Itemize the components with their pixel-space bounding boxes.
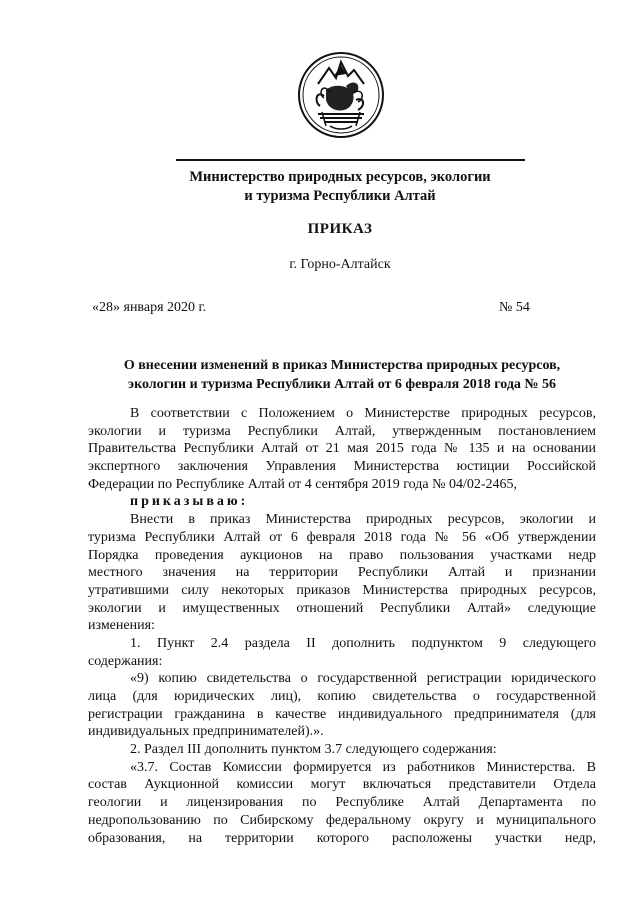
document-type: ПРИКАЗ [307, 221, 373, 237]
document-title [88, 356, 596, 394]
city: г. Горно-Алтайск [289, 257, 391, 272]
header-rule [176, 159, 525, 161]
body-line: экологии и туризма Республики Алтай, утвержденным постановлением [88, 423, 596, 439]
body-line: Порядка проведения аукционов на право пользования участками недр [88, 547, 596, 563]
document-number: № 54 [499, 300, 530, 315]
body-line: изменения: [88, 618, 155, 634]
body-line: Внести в приказ Министерства природных ресурсов, экологии и [130, 512, 596, 528]
body-line: состав Аукционной комиссии могут включаться представители Отдела [88, 777, 596, 793]
body-line: содержания: [88, 653, 163, 669]
body-line: утратившими силу некоторых приказов Министерства природных ресурсов, [88, 582, 596, 598]
body-line: недропользованию по Сибирскому федеральному округу и муниципального [88, 812, 596, 828]
body-line: 2. Раздел III дополнить пунктом 3.7 следующего содержания: [130, 742, 497, 758]
document-date: «28» января 2020 г. [92, 300, 207, 315]
order-keyword: приказываю: [130, 494, 249, 510]
title-line-2: экологии и туризма Республики Алтай от 6 февраля 2018 года № 56 [128, 377, 556, 392]
body-line: образования, на территории которого расположены участки недр, [88, 830, 596, 846]
ministry-name-line-2: и туризма Республики Алтай [244, 188, 436, 204]
body-line: Правительства Республики Алтай от 21 мая 2015 года № 135 и на основании [88, 441, 596, 457]
body-line: «3.7. Состав Комиссии формируется из работников Министерства. В [130, 759, 596, 775]
ministry-name [120, 168, 560, 206]
title-line-1: О внесении изменений в приказ Министерства природных ресурсов, [123, 358, 561, 373]
body-line: 1. Пункт 2.4 раздела II дополнить подпунктом 9 следующего [130, 635, 596, 651]
body-line: лица (для юридических лиц), копию свидетельства о государственной [88, 689, 596, 704]
body-line: В соответствии с Положением о Министерстве природных ресурсов, [130, 406, 596, 421]
ministry-name-line-1: Министерство природных ресурсов, экологии [189, 169, 491, 185]
body-line: экологии и имущественных отношений Республики Алтай» следующие [88, 600, 596, 616]
body-line: местного значения на территории Республики Алтай и признании [88, 565, 596, 581]
body-line: «9) копию свидетельства о государственной регистрации юридического [130, 671, 596, 687]
document-body [88, 405, 596, 847]
body-line: экспертного заключения Управления Министерства юстиции Российской [88, 459, 596, 475]
body-line: Федерации по Республике Алтай от 4 сентября 2019 года № 04/02-2465, [88, 476, 518, 492]
body-line: регистрации гражданина в качестве индивидуального предпринимателя (для [88, 706, 596, 722]
coat-of-arms-emblem [296, 50, 386, 140]
body-line: туризма Республики Алтай от 6 февраля 2018 года № 56 «Об утверждении [88, 529, 596, 545]
body-line: индивидуальных предпринимателей).». [88, 724, 324, 740]
body-line: геологии и лицензирования по Республике Алтай Департамента по [88, 795, 596, 811]
